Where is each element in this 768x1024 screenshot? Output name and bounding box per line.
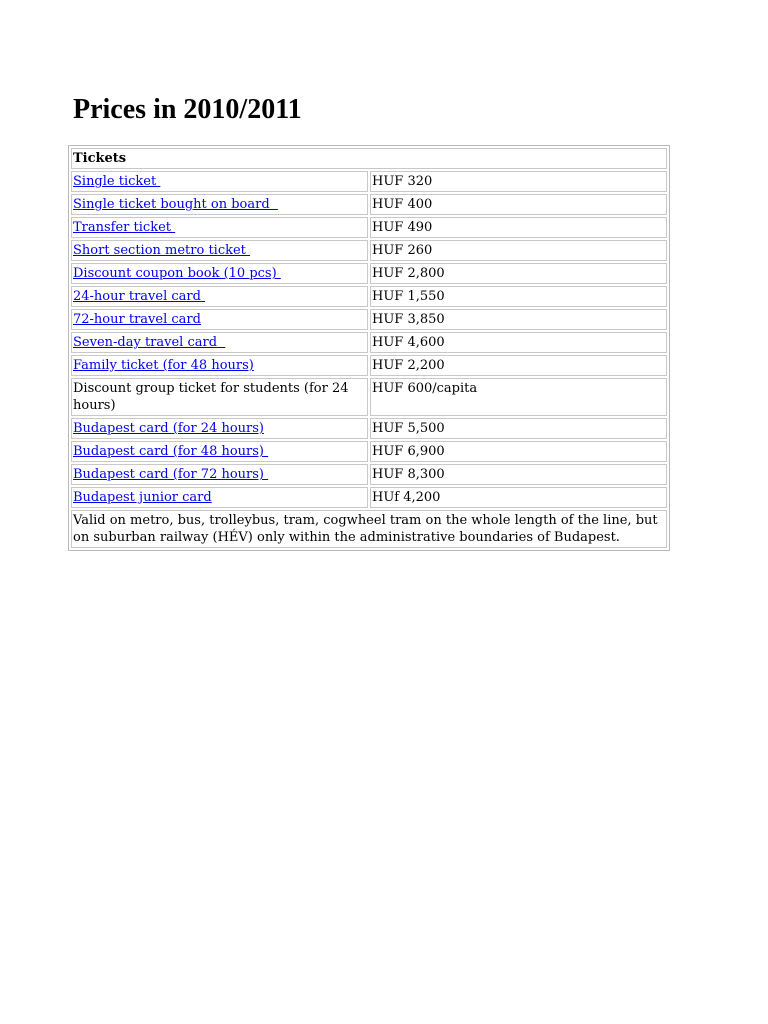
ticket-name-cell xyxy=(71,487,368,508)
ticket-name-cell xyxy=(71,286,368,307)
table-row xyxy=(71,418,667,439)
ticket-price-cell: HUF 1,550 xyxy=(370,286,667,307)
ticket-name-cell xyxy=(71,263,368,284)
ticket-name-cell xyxy=(71,332,368,353)
ticket-link-discount-coupon-book[interactable]: Discount coupon book (10 pcs) xyxy=(73,266,281,281)
ticket-link-budapest-card-48[interactable]: Budapest card (for 48 hours) xyxy=(73,444,269,459)
ticket-price-cell: HUF 2,200 xyxy=(370,355,667,376)
table-header-tickets: Tickets xyxy=(71,148,667,169)
ticket-link-budapest-card-72[interactable]: Budapest card (for 72 hours) xyxy=(73,467,269,482)
ticket-name-cell xyxy=(71,194,368,215)
ticket-price-cell: HUf 4,200 xyxy=(370,487,667,508)
ticket-name-cell xyxy=(71,217,368,238)
ticket-name-cell xyxy=(71,418,368,439)
ticket-price-cell: HUF 4,600 xyxy=(370,332,667,353)
ticket-price-cell: HUF 8,300 xyxy=(370,464,667,485)
table-footnote-row xyxy=(71,510,667,548)
table-row xyxy=(71,332,667,353)
ticket-link-single-ticket[interactable]: Single ticket xyxy=(73,174,161,189)
table-header-row xyxy=(71,148,667,169)
ticket-name-cell xyxy=(71,355,368,376)
table-row xyxy=(71,240,667,261)
ticket-link-budapest-junior-card[interactable]: Budapest junior card xyxy=(73,490,212,505)
ticket-name-cell xyxy=(71,171,368,192)
table-row xyxy=(71,171,667,192)
table-row xyxy=(71,217,667,238)
ticket-price-cell: HUF 400 xyxy=(370,194,667,215)
ticket-name-cell xyxy=(71,309,368,330)
table-row xyxy=(71,464,667,485)
validity-note: Valid on metro, bus, trolleybus, tram, cogwheel tram on the whole length of the line, but on suburban railway (HÉV) only within the administrative boundaries of Budapest. xyxy=(71,510,667,548)
ticket-link-short-section-metro[interactable]: Short section metro ticket xyxy=(73,243,251,258)
ticket-price-cell: HUF 260 xyxy=(370,240,667,261)
ticket-price-cell: HUF 5,500 xyxy=(370,418,667,439)
table-row xyxy=(71,355,667,376)
ticket-price-cell: HUF 490 xyxy=(370,217,667,238)
table-row xyxy=(71,286,667,307)
ticket-price-cell: HUF 3,850 xyxy=(370,309,667,330)
ticket-link-24-hour-card[interactable]: 24-hour travel card xyxy=(73,289,206,304)
ticket-link-single-ticket-on-board[interactable]: Single ticket bought on board xyxy=(73,197,278,212)
table-row xyxy=(71,263,667,284)
table-row xyxy=(71,441,667,462)
price-table xyxy=(68,145,670,551)
table-row xyxy=(71,378,667,416)
ticket-link-seven-day-card[interactable]: Seven-day travel card xyxy=(73,335,226,350)
ticket-price-cell: HUF 2,800 xyxy=(370,263,667,284)
ticket-price-cell: HUF 6,900 xyxy=(370,441,667,462)
ticket-name-cell: Discount group ticket for students (for 24 hours) xyxy=(71,378,368,416)
table-row xyxy=(71,194,667,215)
page-title: Prices in 2010/2011 xyxy=(73,94,302,125)
ticket-link-72-hour-card[interactable]: 72-hour travel card xyxy=(73,312,201,327)
table-row xyxy=(71,309,667,330)
ticket-name-cell xyxy=(71,464,368,485)
ticket-name-cell xyxy=(71,240,368,261)
table-row xyxy=(71,487,667,508)
ticket-price-cell: HUF 320 xyxy=(370,171,667,192)
ticket-link-budapest-card-24[interactable]: Budapest card (for 24 hours) xyxy=(73,421,265,436)
ticket-link-transfer-ticket[interactable]: Transfer ticket xyxy=(73,220,176,235)
ticket-link-family-ticket[interactable]: Family ticket (for 48 hours) xyxy=(73,358,254,373)
ticket-name-cell xyxy=(71,441,368,462)
ticket-price-cell: HUF 600/capita xyxy=(370,378,667,416)
